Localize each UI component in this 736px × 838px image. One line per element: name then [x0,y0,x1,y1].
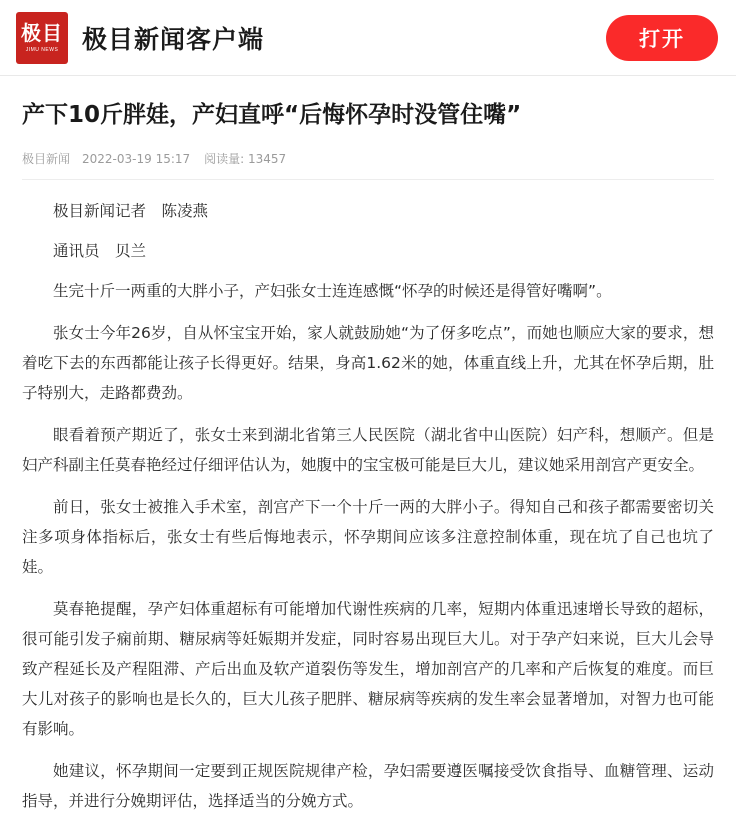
article-byline-reporter: 极目新闻记者 陈凌燕 [53,202,209,220]
article-paragraph: 生完十斤一两重的大胖小子，产妇张女士连连感慨“怀孕的时候还是得管好嘴啊”。 [53,282,612,300]
article-paragraph: 她建议，怀孕期间一定要到正规医院规律产检，孕妇需要遵医嘱接受饮食指导、血糖管理、运动指导，并进行分娩期评估，选择适当的分娩方式。 [22,762,714,810]
logo-sub-text: JIMU NEWS [25,47,59,53]
article-paragraph: 眼看着预产期近了，张女士来到湖北省第三人民医院（湖北省中山医院）妇产科，想顺产。但是妇产科副主任莫春艳经过仔细评估认为，她腹中的宝宝极可能是巨大儿，建议她采用剖宫产更安全。 [22,426,714,474]
meta-read-count: 阅读量: 13457 [204,152,287,166]
app-header [0,0,736,76]
meta-source: 极目新闻 [22,152,71,166]
jimu-news-logo [16,12,68,64]
article-body [22,196,714,816]
article-container [0,76,736,816]
article-paragraph: 莫春艳提醒，孕产妇体重超标有可能增加代谢性疾病的几率，短期内体重迅速增长导致的超标，很可能引发子痫前期、糖尿病等妊娠期并发症，同时容易出现巨大儿。对于孕产妇来说，巨大儿会导致产程延长及产程阻滞、产后出血及软产道裂伤等发生，增加剖宫产的几率和产后恢复的难度。而巨大儿对孩子的影响也是长久的，巨大儿孩子肥胖、糖尿病等疾病的发生率会显著增加，对智力也可能有影响。 [22,600,714,738]
logo-main-text: 极目 [21,21,63,45]
app-brand-name: 极目新闻客户端 [82,24,265,54]
meta-date: 2022-03-19 15:17 [82,151,191,166]
page-title: 产下10斤胖娃，产妇直呼“后悔怀孕时没管住嘴” [22,102,522,128]
article-meta [22,150,714,180]
article-byline-correspondent: 通讯员 贝兰 [53,242,147,260]
open-app-button[interactable]: 打开 [606,15,718,61]
article-paragraph: 张女士今年26岁，自从怀宝宝开始，家人就鼓励她“为了伢多吃点”，而她也顺应大家的要求，想着吃下去的东西都能让孩子长得更好。结果，身高1.62米的她，体重直线上升，尤其在怀孕后期，肚子特别大，走路都费劲。 [22,324,714,402]
article-paragraph: 前日，张女士被推入手术室，剖宫产下一个十斤一两的大胖小子。得知自己和孩子都需要密切关注多项身体指标后，张女士有些后悔地表示，怀孕期间应该多注意控制体重，现在坑了自己也坑了娃。 [22,498,714,576]
